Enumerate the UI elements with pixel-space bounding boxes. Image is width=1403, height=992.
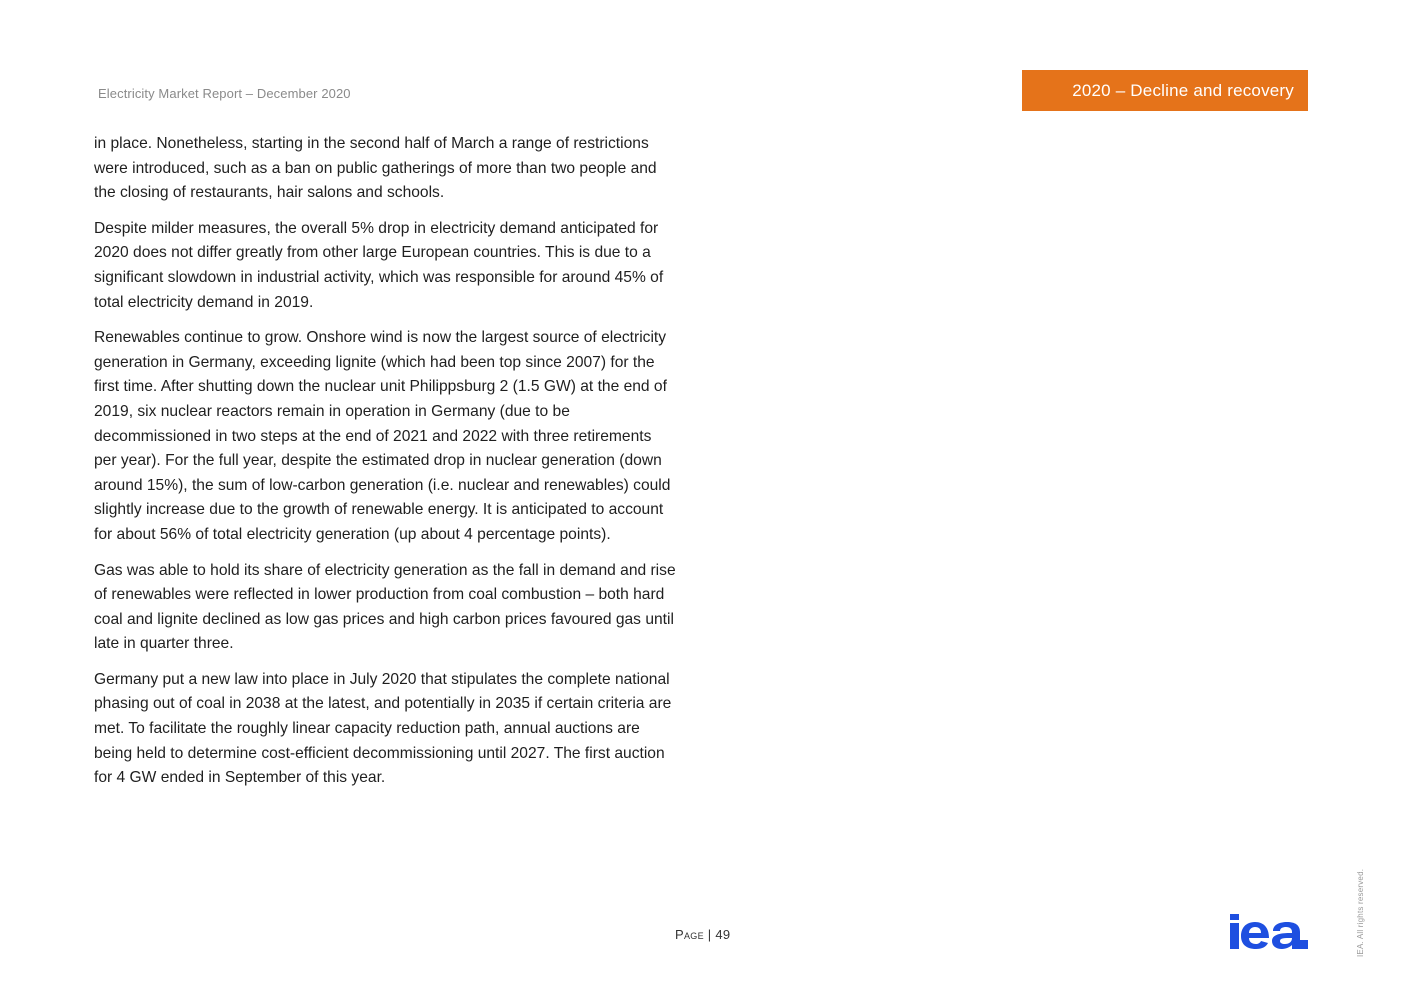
page-label: Page — [675, 927, 704, 942]
page-number-value: 49 — [715, 927, 731, 942]
page-number — [675, 927, 730, 942]
paragraph-5: Germany put a new law into place in July 2020 that stipulates the complete national phasing out of coal in 2038 at the latest, and potentially in 2035 if certain criteria are met. To facilitate the roughly linear capacity reduction path, annual auctions are being held to determine cost-efficient decommissioning until 2027. The first auction for 4 GW ended in September of this year. — [94, 670, 672, 787]
page-separator: | — [703, 927, 716, 942]
paragraph-2: Despite milder measures, the overall 5% drop in electricity demand anticipated for 2020 does not differ greatly from other large European countries. This is due to a significant slowdown in industrial activity, which was responsible for around 45% of total electricity demand in 2019. — [94, 219, 664, 311]
iea-logo-icon — [1229, 914, 1309, 950]
paragraph-3: Renewables continue to grow. Onshore wind is now the largest source of electricity generation in Germany, exceeding lignite (which had been top since 2007) for the first time. After shutting down the nuclear unit Philippsburg 2 (1.5 GW) at the end of 2019, six nuclear reactors remain in operation in Germany (due to be decommissioned in two steps at the end of 2021 and 2022 with three retirements per year). For the full year, despite the estimated drop in nuclear generation (down around 15%), the sum of low-carbon generation (i.e. nuclear and renewables) could slightly increase due to the growth of renewable energy. It is anticipated to account for about 56% of total electricity generation (up about 4 percentage points). — [94, 329, 671, 543]
paragraph-4: Gas was able to hold its share of electricity generation as the fall in demand and rise of renewables were reflected in lower production from coal combustion – both hard coal and lignite declined as low gas prices and high carbon prices favoured gas until late in quarter three. — [94, 561, 676, 653]
body-text — [94, 132, 676, 802]
report-subtitle: Electricity Market Report – December 2020 — [98, 86, 351, 101]
paragraph-1: in place. Nonetheless, starting in the second half of March a range of restrictions were introduced, such as a ban on public gatherings of more than two people and the closing of restaurants, hair salons and schools. — [94, 135, 657, 202]
rights-notice: IEA. All rights reserved. — [1356, 868, 1365, 957]
section-title-tab: 2020 – Decline and recovery — [1022, 70, 1308, 111]
